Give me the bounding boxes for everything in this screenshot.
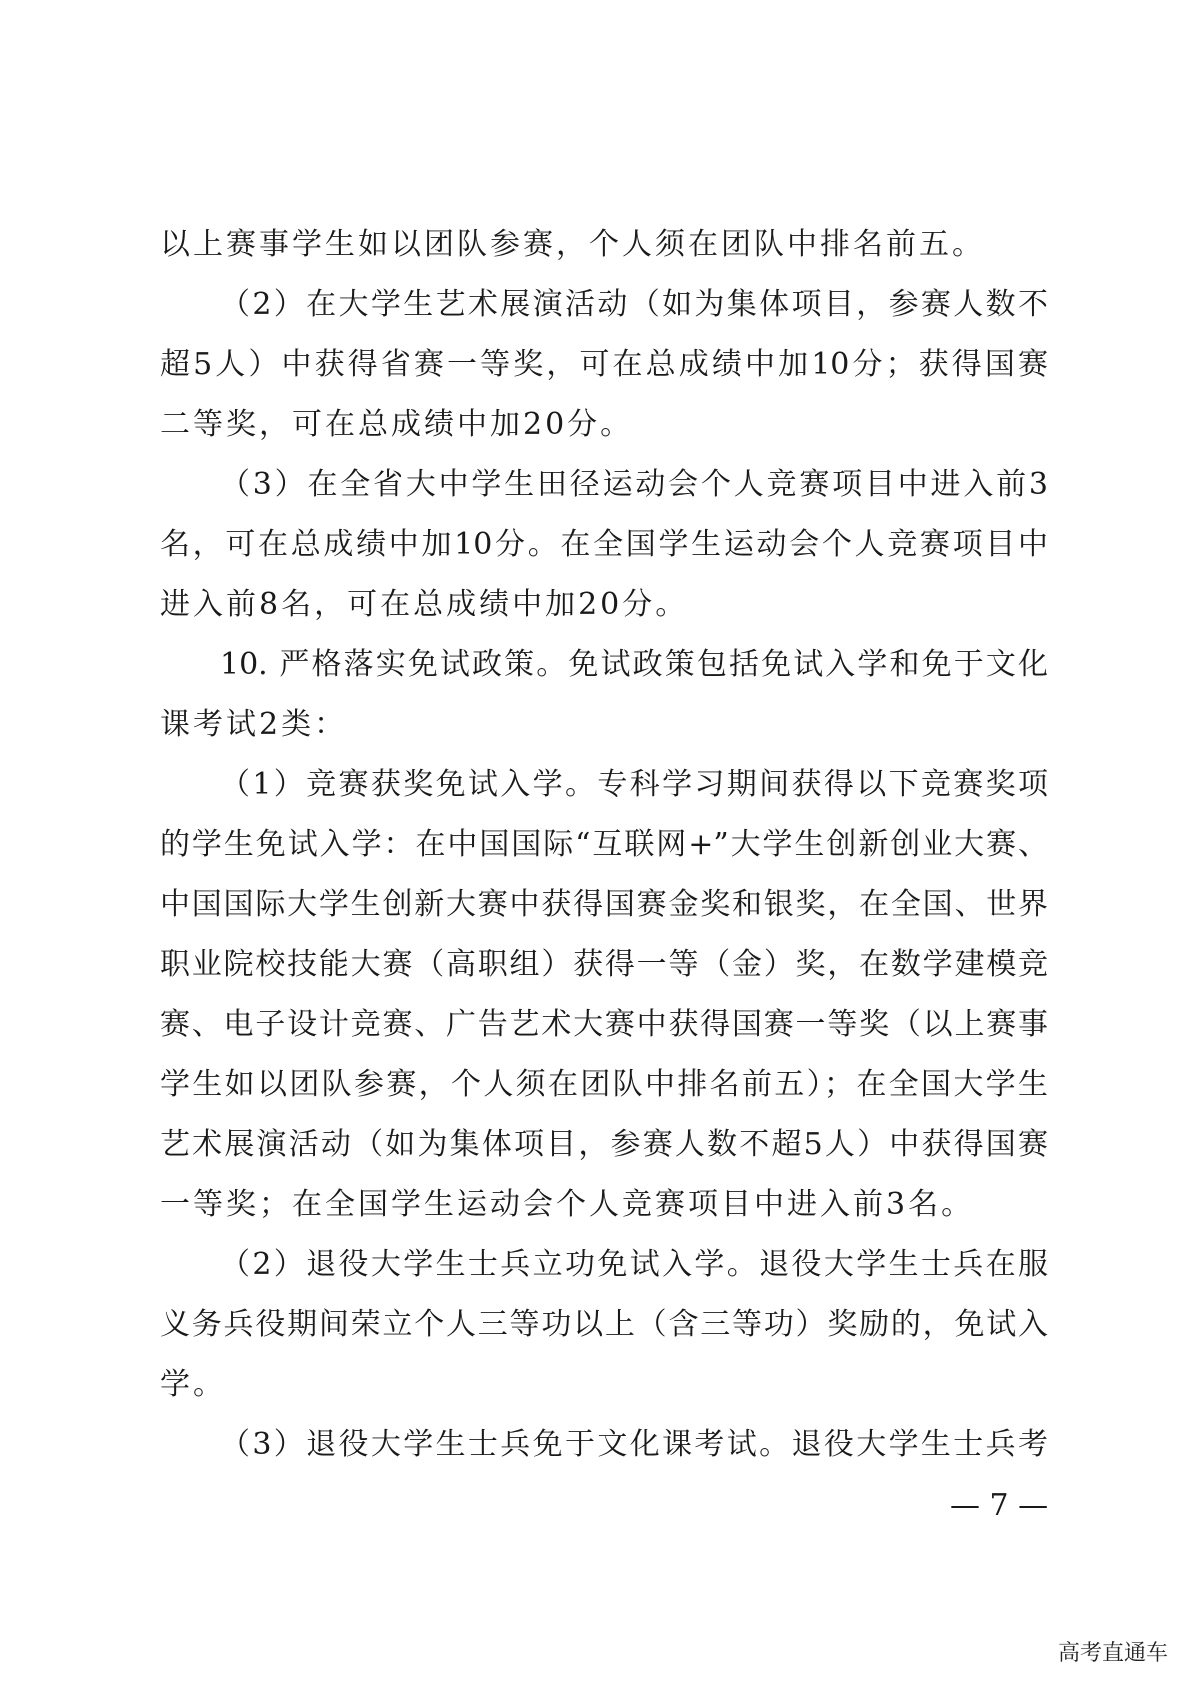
text-line: 进入前8名，可在总成绩中加20分。 — [160, 587, 689, 622]
text-line: 学。 — [160, 1367, 226, 1402]
text-line: 10. 严格落实免试政策。免试政策包括免试入学和免于文化 — [220, 647, 1048, 682]
watermark-text: 高考直通车 — [1058, 1641, 1169, 1666]
text-line: 课考试2类： — [160, 707, 348, 742]
text-line: 学生如以团队参赛，个人须在团队中排名前五）；在全国大学生 — [160, 1067, 1048, 1102]
text-line: （2）退役大学生士兵立功免试入学。退役大学生士兵在服 — [220, 1247, 1048, 1282]
text-line: （2）在大学生艺术展演活动（如为集体项目，参赛人数不 — [220, 287, 1048, 322]
text-line: 以上赛事学生如以团队参赛，个人须在团队中排名前五。 — [160, 227, 985, 262]
text-line: 超5人）中获得省赛一等奖，可在总成绩中加10分；获得国赛 — [160, 347, 1048, 382]
text-line: 二等奖，可在总成绩中加20分。 — [160, 407, 634, 442]
text-line: （3）退役大学生士兵免于文化课考试。退役大学生士兵考 — [220, 1427, 1048, 1462]
text-line: 一等奖；在全国学生运动会个人竞赛项目中进入前3名。 — [160, 1187, 975, 1222]
text-line: 职业院校技能大赛（高职组）获得一等（金）奖，在数学建模竞 — [160, 947, 1048, 982]
text-line: （3）在全省大中学生田径运动会个人竞赛项目中进入前3 — [220, 467, 1048, 502]
text-line: 中国国际大学生创新大赛中获得国赛金奖和银奖，在全国、世界 — [160, 887, 1048, 922]
text-line: 赛、电子设计竞赛、广告艺术大赛中获得国赛一等奖（以上赛事 — [160, 1007, 1048, 1042]
text-line: 义务兵役期间荣立个人三等功以上（含三等功）奖励的，免试入 — [160, 1307, 1048, 1342]
text-line: 的学生免试入学：在中国国际“互联网+”大学生创新创业大赛、 — [160, 827, 1048, 862]
text-line: 艺术展演活动（如为集体项目，参赛人数不超5人）中获得国赛 — [160, 1127, 1048, 1162]
page-number: — 7 — — [950, 1488, 1049, 1523]
text-line: 名，可在总成绩中加10分。在全国学生运动会个人竞赛项目中 — [160, 527, 1048, 562]
text-line: （1）竞赛获奖免试入学。专科学习期间获得以下竞赛奖项 — [220, 767, 1048, 802]
document-body — [160, 215, 1048, 1475]
